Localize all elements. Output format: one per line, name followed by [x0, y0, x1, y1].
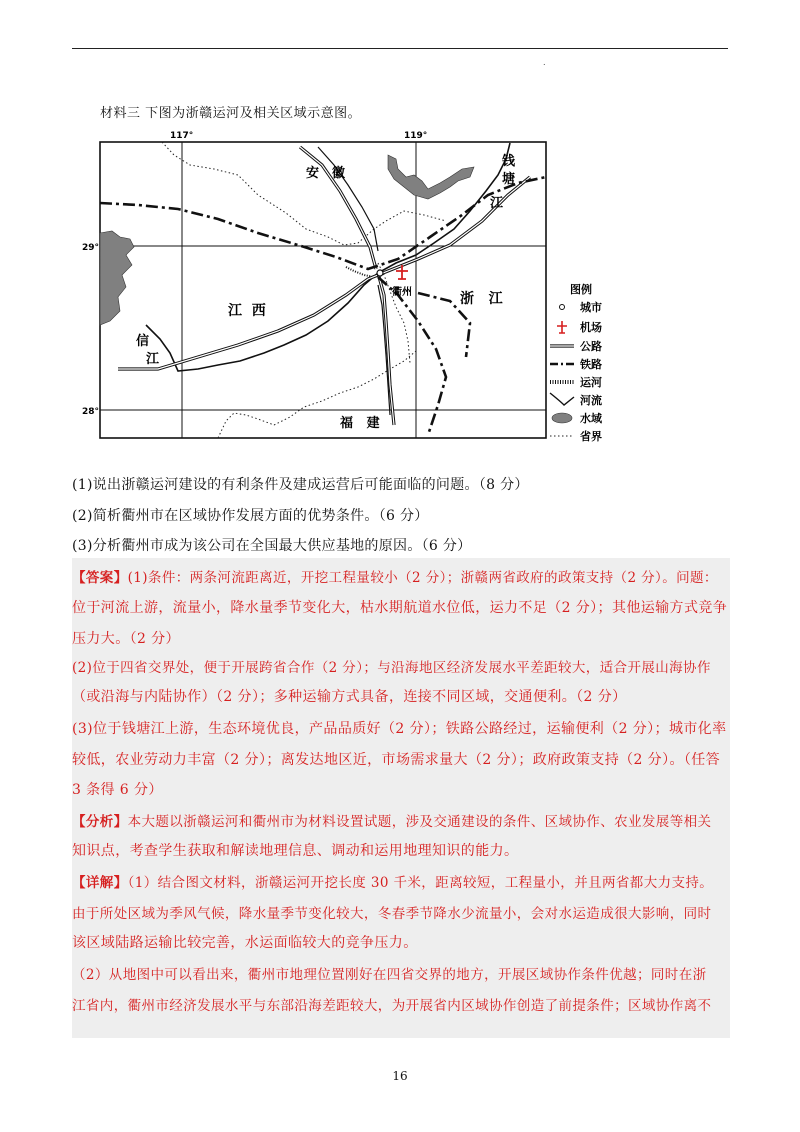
detail-text-1: （1）结合图文材料，浙赣运河开挖长度 30 千米，距离较短，工程量小，并且两省都大力支持。	[127, 875, 714, 891]
answer-text-1: (1)条件：两条河流距离近，开挖工程量较小（2 分）；浙赣两省政府的政策支持（2 分）。问题：	[127, 570, 718, 586]
legend-city-icon	[560, 305, 565, 310]
detail-line-3: 该区域陆路运输比较完善，水运面临较大的竞争压力。	[72, 935, 418, 951]
province-boundary-anhui	[162, 142, 446, 245]
detail-line-4: （2）从地图中可以看出来，衢州市地理位置刚好在四省交界的地方，开展区域协作条件优越；同时在浙	[72, 967, 707, 983]
detail-line-1	[72, 871, 713, 891]
label-anhui-2: 徽	[332, 166, 346, 181]
analysis-line-1	[72, 810, 711, 830]
detail-tag: 【详解】	[72, 875, 128, 891]
label-fujian: 福 建	[340, 416, 380, 431]
label-xinjiang-2: 江	[146, 352, 160, 367]
answer-line-3: 压力大。（2 分）	[72, 631, 180, 647]
river-tributary-north	[318, 147, 378, 251]
lon-label-119: 119°	[404, 131, 428, 141]
material-caption: 材料三 下图为浙赣运河及相关区域示意图。	[100, 106, 362, 121]
answer-line-1	[72, 566, 718, 586]
answer-line-4: (2)位于四省交界处，便于开展跨省合作（2 分）；与沿海地区经济发展水平差距较大，适合开展山海协作	[72, 660, 711, 676]
label-anhui-1: 安	[306, 166, 320, 181]
detail-line-5: 江省内，衢州市经济发展水平与东部沿海差距较大，为开展省内区域协作创造了前提条件；区域协作离不	[72, 998, 712, 1014]
question-3: (3)分析衢州市成为该公司在全国最大供应基地的原因。（6 分）	[72, 538, 472, 554]
label-xinjiang-1: 信	[136, 334, 150, 349]
header-rule	[72, 48, 728, 49]
legend-railway: 铁路	[580, 358, 602, 371]
legend-water-icon	[552, 413, 572, 423]
answer-line-5: （或沿海与内陆协作）（2 分）；多种运输方式具备，连接不同区域，交通便利。（2 分）	[72, 689, 627, 705]
question-1: (1)说出浙赣运河建设的有利条件及建成运营后可能面临的问题。（8 分）	[72, 477, 529, 493]
page-number: 16	[392, 1069, 408, 1083]
zhegan-canal-map	[78, 125, 618, 445]
legend-highway: 公路	[580, 340, 602, 353]
answer-line-2: 位于河流上游，流量小，降水量季节变化大，枯水期航道水位低，运力不足（2 分）；其他运输方式竞争	[72, 600, 728, 616]
legend-river: 河流	[580, 394, 602, 407]
label-quzhou: 衢州	[392, 287, 412, 298]
lat-label-28: 28°	[82, 407, 100, 417]
legend-river-icon	[550, 393, 574, 405]
header-dot: .	[543, 58, 546, 67]
analysis-tag: 【分析】	[72, 814, 128, 830]
legend-title: 图例	[570, 283, 592, 296]
map-frame	[100, 142, 546, 438]
water-lake-qiandao	[388, 155, 474, 199]
legend-canal: 运河	[580, 376, 602, 389]
legend-water: 水域	[580, 412, 602, 425]
label-qiantang-2: 塘	[502, 172, 516, 187]
answer-tag: 【答案】	[72, 570, 128, 586]
answer-line-6: (3)位于钱塘江上游，生态环境优良，产品品质好（2 分）；铁路公路经过，运输便利（2 分）；城市化率	[72, 721, 727, 737]
city-quzhou-marker	[377, 270, 383, 276]
label-zhejiang: 浙 江	[460, 291, 503, 307]
analysis-text-1: 本大题以浙赣运河和衢州市为材料设置试题，涉及交通建设的条件、区域协作、农业发展等相关	[127, 814, 712, 830]
detail-line-2: 由于所处区域为季风气候，降水量季节变化较大，冬春季节降水少流量小，会对水运造成很大影响，同时	[72, 906, 712, 922]
answer-line-7: 较低，农业劳动力丰富（2 分）；离发达地区近，市场需求量大（2 分）；政府政策支持（2 分）。（任答	[72, 752, 721, 768]
legend-city: 城市	[580, 301, 602, 314]
legend-airport: 机场	[580, 321, 602, 334]
answer-line-8: 3 条得 6 分）	[72, 782, 163, 798]
lat-label-29: 29°	[82, 243, 100, 253]
lon-label-117: 117°	[170, 131, 194, 141]
question-2: (2)简析衢州市在区域协作发展方面的优势条件。（6 分）	[72, 508, 429, 524]
label-qiantang-1: 钱	[502, 154, 516, 169]
map-legend	[550, 282, 603, 443]
river-xinjiang	[146, 273, 378, 371]
legend-airport-icon	[557, 321, 567, 333]
label-jiangxi: 江 西	[228, 303, 266, 319]
water-west	[100, 231, 134, 325]
legend-boundary: 省界	[580, 430, 602, 443]
label-qiantang-3: 江	[490, 196, 504, 211]
analysis-line-2: 知识点，考查学生获取和解读地理信息、调动和运用地理知识的能力。	[72, 843, 519, 859]
